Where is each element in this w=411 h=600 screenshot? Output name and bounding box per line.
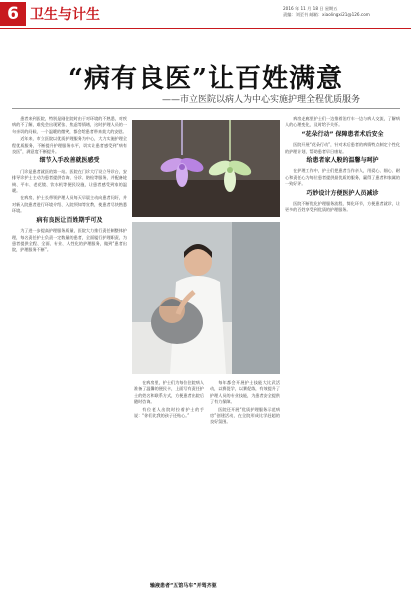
- issue-info: [283, 6, 408, 18]
- paragraph: 患者来到医院，特别是刚住院时由于对环境的不熟悉，对疾病的不了解，难免会出现紧张、焦虑等情绪，这时护理人员的一句亲切的问候、一个温暖的微笑，都会给患者带来莫大的安慰。: [12, 116, 127, 134]
- paragraph: 在病房里，护士们为每位住院病人准备了温馨的便民卡，上面写有责任护士的姓名和联系方式，方便患者出院后随时咨询。: [134, 380, 204, 405]
- paragraph: 在病房，护士长带领护理人员每天早晨主动向患者问好，并对新入院患者进行环境介绍、入院须知等宣教，使患者尽快熟悉环境。: [12, 195, 127, 214]
- paragraph: 医院不断优化护理服务流程，简化环节，方便患者就诊，让更多的百姓享受到优质的护理服务。: [285, 201, 400, 213]
- article-column-3: [210, 380, 280, 588]
- ribbon-bows-illustration: [132, 120, 280, 217]
- subheading: “花朵行动” 保障患者术后安全: [301, 130, 384, 138]
- paragraph: 医院还开展“优质护理服务示范病房”创建活动，在全院形成比学赶超的良好氛围。: [210, 406, 280, 425]
- subheading: 细节入手改善就医感受: [39, 157, 100, 165]
- title-rule: [12, 108, 400, 109]
- paragraph: 在护理工作中，护士们把患者当作亲人，用爱心、细心、耐心和责任心为每位患者提供最优质的服务，赢得了患者和家属的一致好评。: [285, 168, 400, 187]
- subheading: 给患者家人般的温馨与呵护: [306, 157, 379, 165]
- page-header: [0, 0, 411, 30]
- paragraph: 为了进一步提高护理服务质量，医院大力推行责任制整体护理，每名责任护士负责一定数量的患者，全面履行护理职责，为患者提供全程、全面、专业、人性化的护理服务，做到“患者出院，护理服务不断”。: [12, 228, 127, 253]
- photo-ribbon-bows: [132, 120, 280, 217]
- paragraph: 门诊是患者就医的第一站。医院在门诊大厅设立导诊台，安排导诊护士主动为患者提供咨询、分诊、陪检等服务，并配备轮椅、平车、老花镜、饮水机等便民设施，让患者感受到家的温暖。: [12, 168, 127, 194]
- paragraph: 病房走廊里护士们一边推着治疗车一边与病人交流，了解病人的心理变化，及时给予关怀。: [285, 116, 400, 128]
- photo-caption: 输液患者“五馆马车”并驾齐驱: [150, 583, 217, 589]
- header-rule: [0, 28, 411, 29]
- paragraph: 有位老人出院时拉着护士的手说：“你们比我的孩子还贴心。”: [134, 406, 204, 419]
- paragraph: 近年来，市立医院以优质护理服务为中心，大力实施护理全程优质服务，不断提升护理服务水平，切实让患者感受到“病有良医”，满意度不断提升。: [12, 136, 127, 155]
- section-title: 卫生与计生: [30, 7, 100, 23]
- issue-date: 2016 年 11 月 18 日 星期五: [283, 6, 338, 11]
- paragraph: 每年都会开展护士技能大比武活动，以赛促学，以赛促练，有效提升了护理人员的专业技能，为患者安全提供了有力保障。: [210, 380, 280, 405]
- article-column-4: [285, 116, 400, 588]
- photo-nurse-patient: [132, 222, 280, 374]
- page-number: 6: [0, 2, 26, 26]
- subheading: 病有良医让百姓期乎可及: [36, 216, 103, 224]
- article-column-2: [134, 380, 204, 588]
- headline: “病有良医”让百姓满意: [68, 64, 343, 94]
- issue-editor: 责编：刘至书 邮箱：xiaolingxi21@126.com: [283, 12, 370, 17]
- subheadline: ——市立医院以病人为中心实施护理全程优质服务: [161, 95, 360, 105]
- nurse-caring-patient-illustration: [132, 222, 280, 374]
- paragraph: 医院开展“花朵行动”，针对术后患者的病情特点制定个性化的护理计划，帮助患者早日康复。: [285, 142, 400, 154]
- article-column-1: [12, 116, 127, 588]
- subheading: 巧妙设计方便医护人员减诊: [306, 189, 379, 197]
